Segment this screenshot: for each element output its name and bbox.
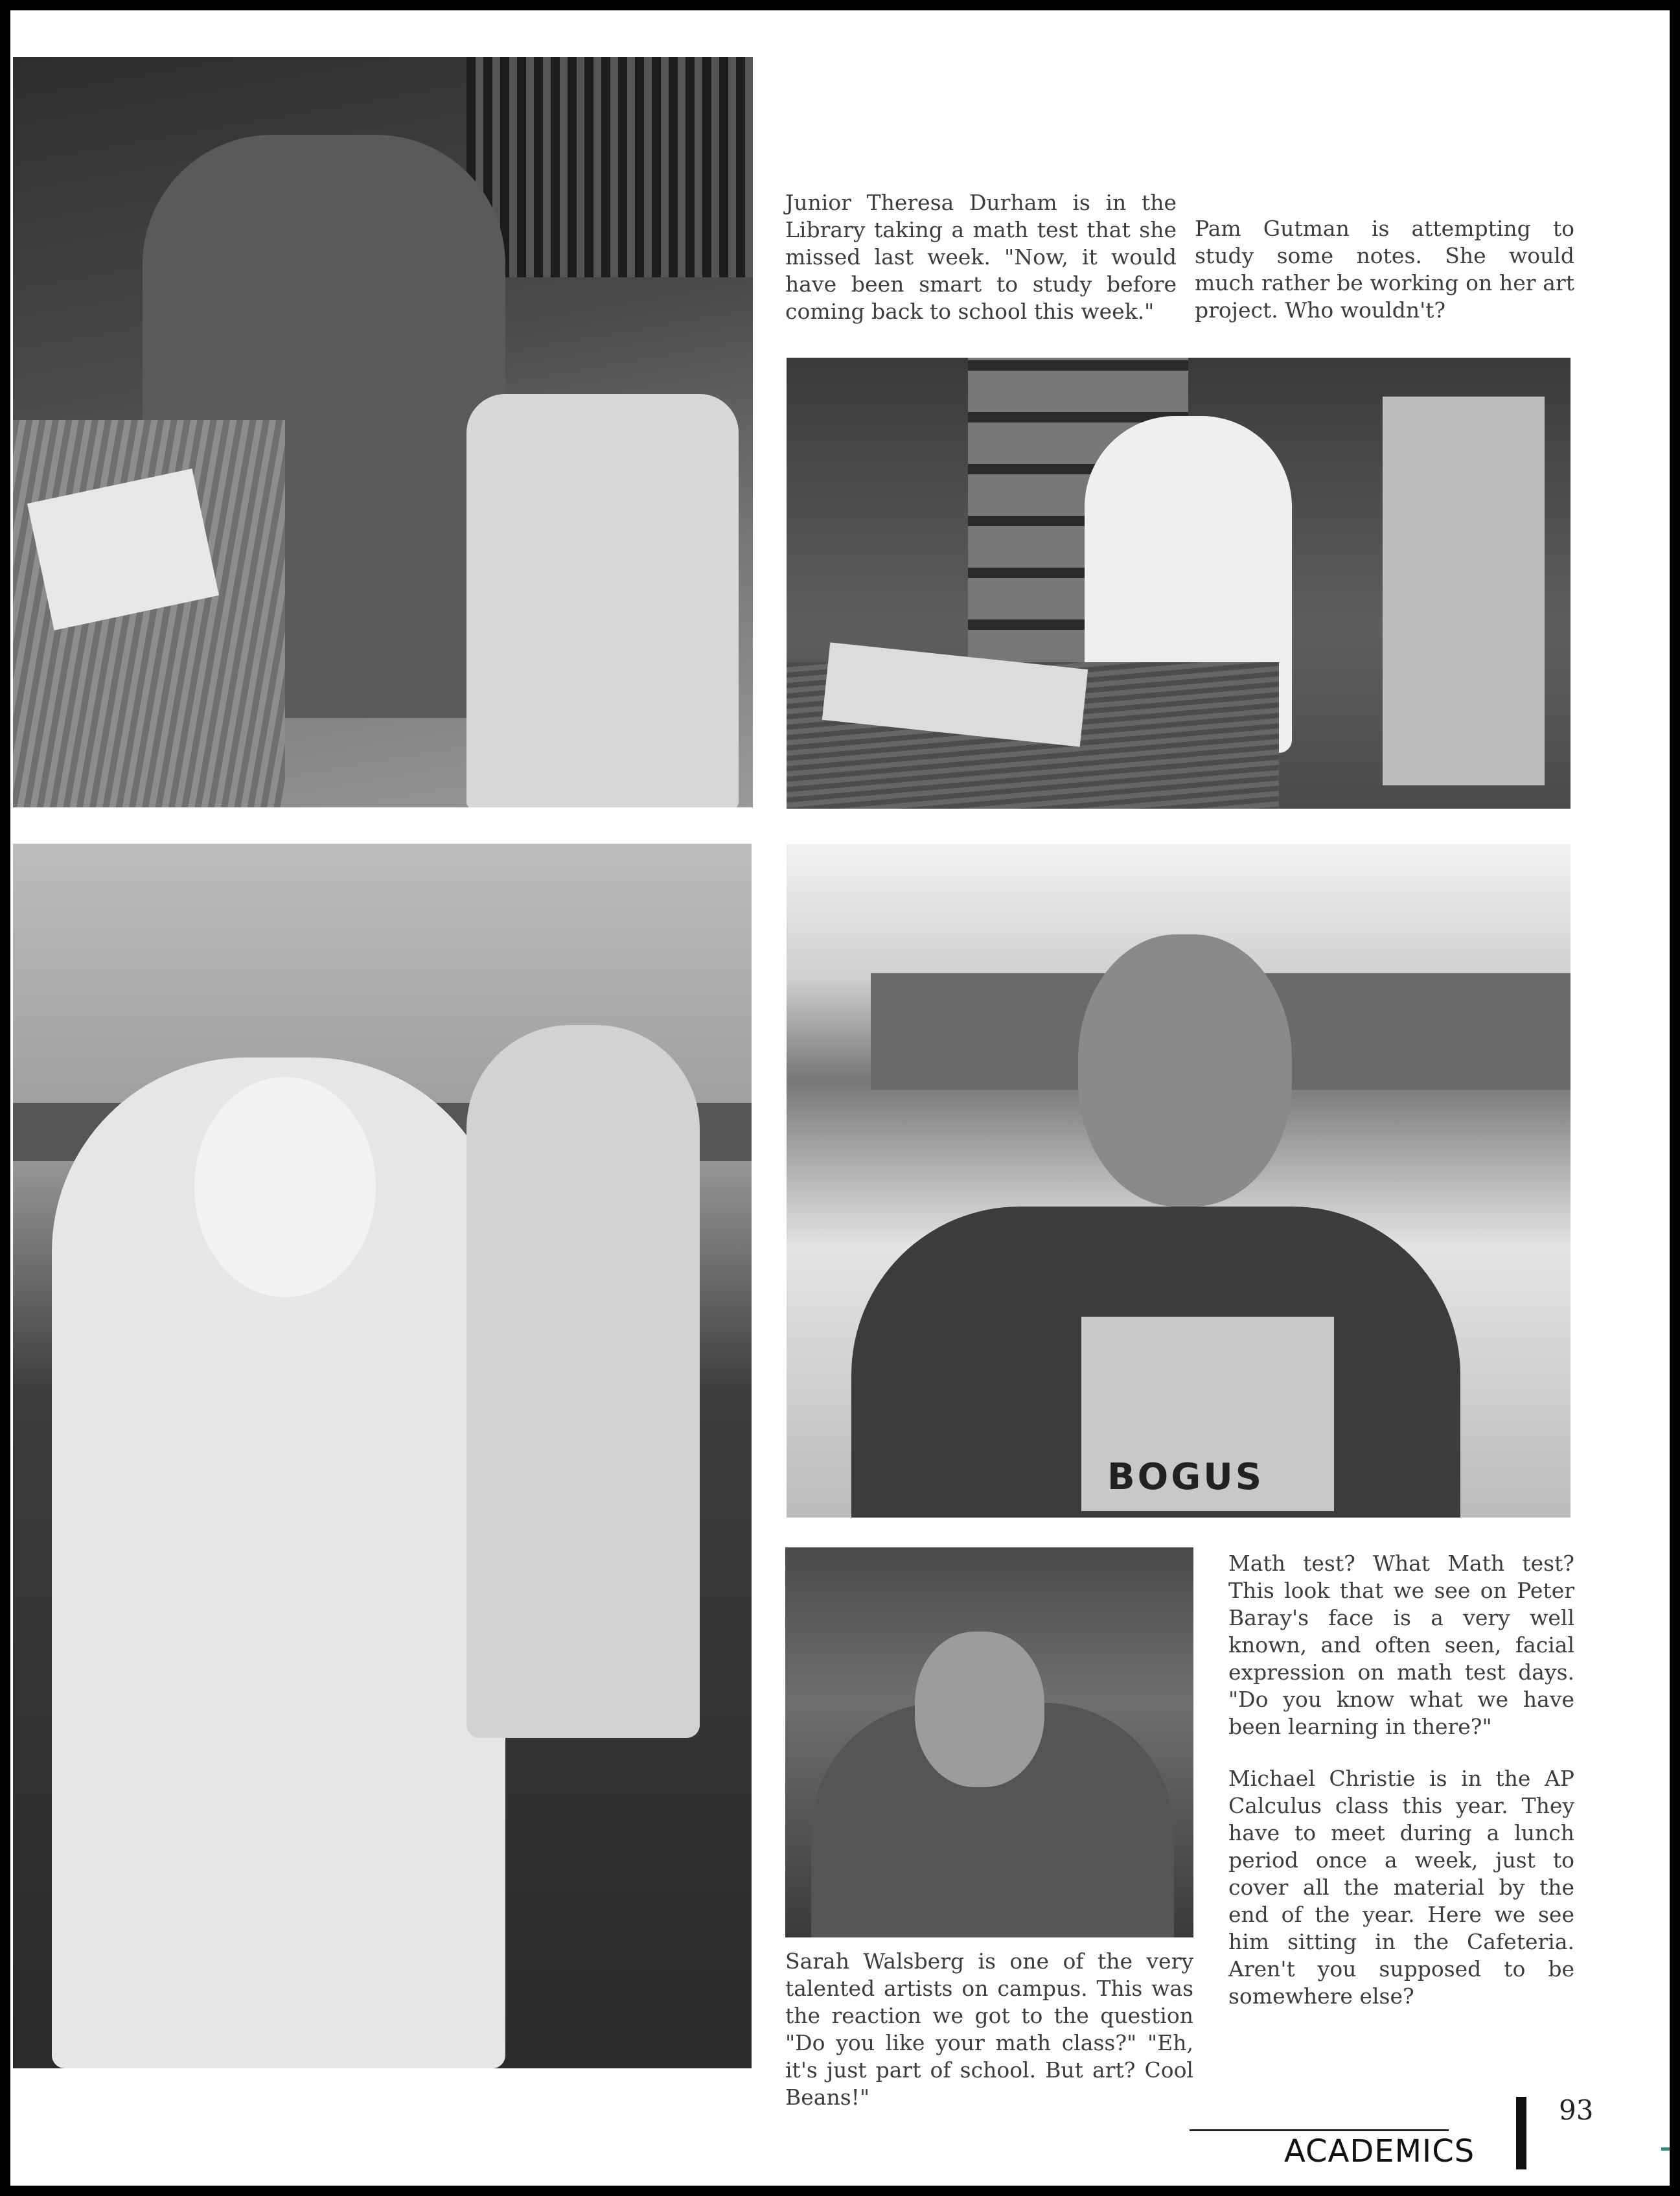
page-number: 93 (1559, 2094, 1594, 2126)
tshirt-text: BOGUS (1107, 1456, 1265, 1498)
photo-theresa-library (13, 57, 753, 807)
chair (466, 394, 739, 807)
footer-bar (1516, 2097, 1526, 2169)
student-face (1078, 934, 1292, 1207)
section-label: ACADEMICS (1284, 2133, 1475, 2169)
caption-pam: Pam Gutman is attempting to study some notes. She would much rather be working on her art project. Who wouldn't? (1195, 216, 1574, 323)
student-figure-background (466, 1025, 700, 1738)
footer-rule (1190, 2129, 1449, 2131)
partition-wall (1383, 397, 1545, 785)
student-face (915, 1632, 1044, 1787)
photo-michael-cafeteria (785, 1547, 1193, 1937)
caption-sarah: Sarah Walsberg is one of the very talented artists on campus. This was the reaction we got to the question "Do you like your math class?" "Eh, it's just part of school. But art? Cool Beans!" (785, 1948, 1193, 2110)
caption-peter: Math test? What Math test? This look that we see on Peter Baray's face is a very well known, and often seen, facial expression on math test days. "Do you know what we have been learning in there?" (1228, 1551, 1574, 1739)
photo-peter-courtyard (787, 844, 1571, 1518)
photo-pam-library (787, 358, 1571, 809)
tshirt-graphic (1081, 1317, 1334, 1511)
bookshelf (466, 57, 753, 277)
yearbook-page (10, 10, 1670, 2186)
edge-mark (1661, 2147, 1670, 2151)
caption-michael: Michael Christie is in the AP Calculus class this year. They have to meet during a lunch period once a week, just to cover all the material by the end of the year. Here we see him sitting in the Cafeteria. Aren't you supposed to be somewhere else? (1228, 1766, 1574, 2009)
student-face (194, 1077, 376, 1297)
photo-sarah-hallway (13, 844, 752, 2068)
caption-theresa: Junior Theresa Durham is in the Library taking a math test that she missed last week. "Now, it would have been smart to study before coming back to school this week." (785, 190, 1177, 324)
